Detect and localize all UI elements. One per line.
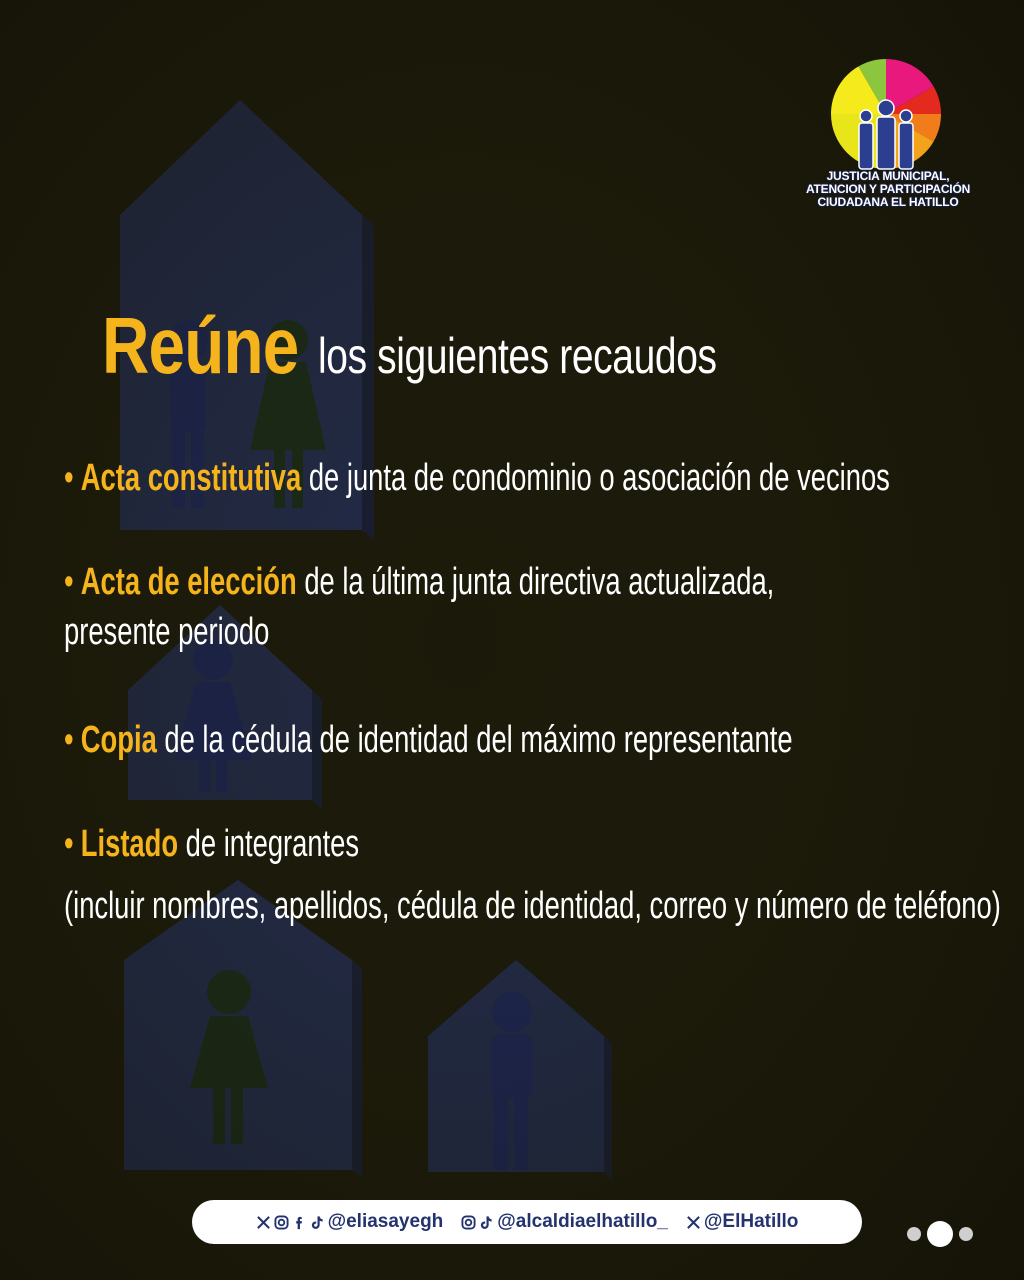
social-handle-group-3[interactable] bbox=[686, 1211, 799, 1233]
requirement-highlight: Acta constitutiva bbox=[80, 457, 302, 499]
logo-line-2: ATENCION Y PARTICIPACIÓN bbox=[805, 182, 971, 196]
institution-logo bbox=[790, 58, 986, 218]
requirement-item-2-continuation: presente periodo bbox=[64, 611, 270, 653]
logo-caption bbox=[790, 170, 986, 209]
bullet-icon: • bbox=[64, 719, 74, 761]
social-handle-2: @alcaldiaelhatillo_ bbox=[497, 1211, 668, 1232]
x-twitter-icon bbox=[256, 1215, 271, 1230]
requirement-item-4 bbox=[64, 818, 1004, 870]
title-rest: los siguientes recaudos bbox=[317, 328, 717, 384]
logo-line-1: JUSTICIA MUNICIPAL, bbox=[826, 169, 950, 183]
bullet-icon: • bbox=[64, 457, 74, 499]
requirement-item-3 bbox=[64, 714, 1004, 766]
logo-line-3: CIUDADANA EL HATILLO bbox=[817, 195, 959, 209]
tiktok-icon bbox=[479, 1215, 494, 1230]
requirement-text: de junta de condominio o asociación de vecinos bbox=[301, 457, 890, 499]
page-title bbox=[102, 300, 982, 392]
requirement-item-4-note: (incluir nombres, apellidos, cédula de identidad, correo y número de teléfono) bbox=[64, 885, 1001, 927]
social-handle-group-2[interactable] bbox=[461, 1211, 668, 1233]
carousel-pagination bbox=[905, 1220, 975, 1244]
bullet-icon: • bbox=[64, 561, 74, 603]
social-handle-group-1[interactable] bbox=[256, 1211, 444, 1233]
requirement-item-2 bbox=[64, 556, 1004, 608]
requirement-highlight: Copia bbox=[80, 719, 157, 761]
requirement-text: de la última junta directiva actualizada, bbox=[296, 561, 775, 603]
x-twitter-icon bbox=[686, 1215, 701, 1230]
title-accent: Reúne bbox=[102, 301, 299, 390]
requirement-highlight: Listado bbox=[80, 823, 179, 865]
requirement-text: de integrantes bbox=[178, 823, 360, 865]
requirement-highlight: Acta de elección bbox=[80, 561, 297, 603]
requirement-text: de la cédula de identidad del máximo representante bbox=[156, 719, 793, 761]
social-handle-1: @eliasayegh bbox=[327, 1211, 444, 1232]
tiktok-icon bbox=[310, 1215, 325, 1230]
facebook-icon bbox=[292, 1215, 307, 1230]
pagination-dot-2-active[interactable] bbox=[927, 1221, 953, 1247]
instagram-icon bbox=[461, 1215, 476, 1230]
social-media-bar bbox=[192, 1200, 862, 1244]
logo-circle-icon bbox=[790, 58, 986, 170]
pagination-dot-1[interactable] bbox=[907, 1227, 921, 1241]
pagination-dot-3[interactable] bbox=[959, 1227, 973, 1241]
social-handle-3: @ElHatillo bbox=[703, 1211, 799, 1232]
requirement-item-1 bbox=[64, 452, 1004, 504]
bullet-icon: • bbox=[64, 823, 74, 865]
instagram-icon bbox=[274, 1215, 289, 1230]
